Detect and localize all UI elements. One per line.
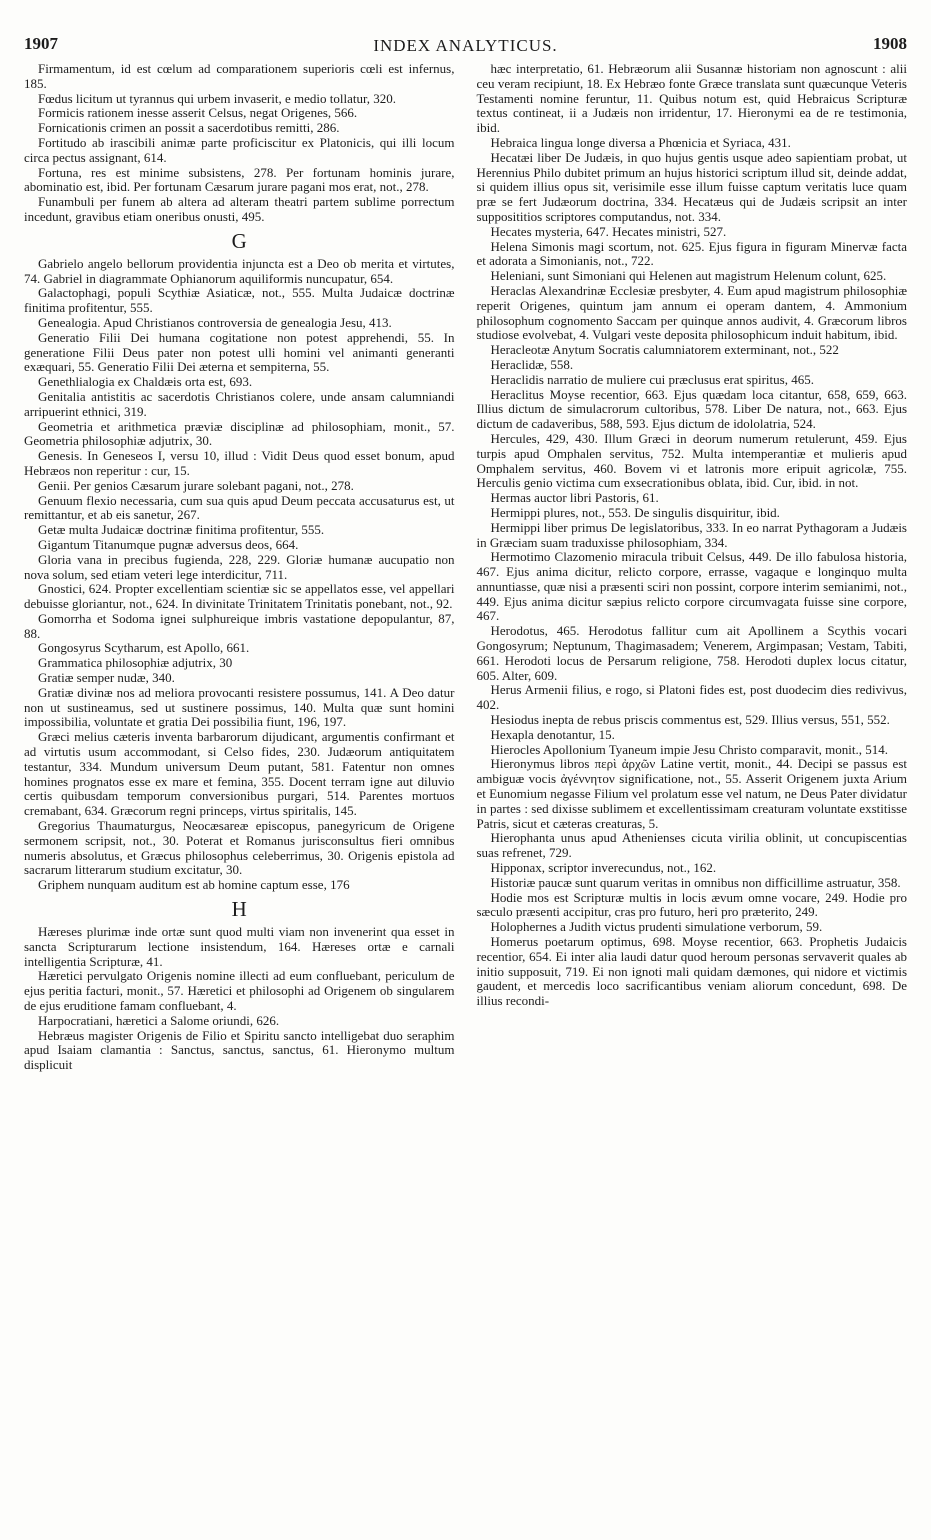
index-entry: Heraclas Alexandrinæ Ecclesiæ presbyter, 4. Eum apud magistrum philosophiæ reperit Origenes, quintum jam annum ei operam dantem, 4. Ammonium philosophum cognomento Saccam per quinque annos audivit, 4. Græcorum libros studiose evolvebat, 4. Vulgari veste deposita philosophicum induit habitum, ibid.: [476, 282, 907, 343]
index-entry: Heleniani, sunt Simoniani qui Helenen aut magistrum Helenum colunt, 625.: [490, 268, 887, 284]
index-entry: Hipponax, scriptor inverecundus, not., 162.: [490, 860, 717, 876]
index-entry: Gomorrha et Sodoma ignei sulphureique imbris vastatione depopulantur, 87, 88.: [24, 610, 455, 641]
index-entry: Gabrielo angelo bellorum providentia injuncta est a Deo ob merita et virtutes, 74. Gabriel in diagrammate Ophianorum aquiliformis nuncupatur, 654.: [24, 255, 455, 286]
index-entry: Genuum flexio necessaria, cum sua quis apud Deum peccata accusaturus est, ut remittantur, et ab eis sanetur, 267.: [24, 492, 455, 523]
index-entry: Formicis rationem inesse asserit Celsus, negat Origenes, 566.: [38, 105, 358, 121]
index-entry: Herodotus, 465. Herodotus fallitur cum ait Apollinem a Scythis vocari Gongosyrum; Neptunum, Thagimasadem; Venerem, Argimpasan; Vestam, Tabiti, 661. Herodoti locus de Persarum religione, 758. Herodoti duplex locus citatur, 605. Alter, 609.: [476, 623, 907, 683]
index-entry: Funambuli per funem ab altera ad alteram theatri partem sublime porrectum incedunt, gravibus etiam oneribus onusti, 495.: [24, 194, 455, 224]
index-entry: Heraclidæ, 558.: [490, 356, 574, 372]
index-entry: Hermotimo Clazomenio miracula tribuit Celsus, 449. De illo fabulosa historia, 467. Ejus anima dicitur, relicto corpore, errasse, vagaque e longinquo multa annuntiasse, quæ nisi a præsenti sciri non possint, corpore interim semianimi, not., 449. Ejus anima dicitur sæpius relicto corpore circumvagata fuisse sine corpore, 467.: [476, 549, 907, 624]
index-entry: Gratiæ divinæ nos ad meliora provocanti resistere possumus, 141. A Deo datur non ut sustineamus, sed ut sustinere possimus, 140. Multa quæ sunt homini impossibilia, voluntate et gratia Dei possibilia fiunt, 196, 197.: [24, 684, 455, 730]
index-entry: Genitalia antistitis ac sacerdotis Christianos colere, unde ansam calumniandi arripuerint ethnici, 319.: [24, 388, 455, 419]
index-entry: Hæretici pervulgato Origenis nomine illecti ad eum confluebant, periculum de ejus peritia facturi, monit., 57. Hæretici et philosophi ad Origenem ob singularem de ejus eruditione famam confluebant, 4.: [24, 968, 455, 1014]
index-entry: Genesis. In Geneseos I, versu 10, illud : Vidit Deus quod esset bonum, apud Hebræos non reperitur : cur, 15.: [24, 448, 455, 478]
index-entry: Heraclitus Moyse recentior, 663. Ejus quædam loca citantur, 658, 659, 663. Illius dictum de simulacrorum cultoribus, 578. Liber De natura, not., 663. Ejus dictum de cadaveribus, 588, 593. Ejus dictum de idololatria, 524.: [476, 386, 907, 432]
index-entry: Hermas auctor libri Pastoris, 61.: [490, 490, 659, 506]
index-entry: Gongosyrus Scytharum, est Apollo, 661.: [38, 640, 250, 656]
index-entry: Homerus poetarum optimus, 698. Moyse recentior, 663. Prophetis Judaicis recentior, 654. Ei inter alia laudi datur quod heroum personas servaverit quales ab initio supposuit, 719. Ei non ignoti mali quidam dæmones, qui nidore et victimis gaudent, et mercedis loco sacrificantibus veniam aliorum concedunt, 698. De illius recondi-: [476, 934, 907, 1009]
page-header: [24, 28, 907, 58]
index-entry: Historiæ paucæ sunt quarum veritas in omnibus non difficillime astruatur, 358.: [490, 874, 901, 890]
index-entry: Fortitudo ab irascibili animæ parte proficiscitur ex Platonicis, qui illi locum circa pectus assignant, 614.: [24, 134, 455, 165]
index-entry: Fortuna, res est minime subsistens, 278. Per fortunam hominis jurare, abominatio est, ibid. Per fortunam Cæsarum jurare pagani mos erat, not., 278.: [24, 164, 455, 195]
index-entry: Getæ multa Judaicæ doctrinæ finitima profitentur, 555.: [38, 522, 325, 538]
index-entry: Herus Armenii filius, e rogo, si Platoni fides est, post duodecim dies redivivus, 402.: [476, 682, 907, 713]
index-entry: Hieronymus libros περὶ ἀρχῶν Latine vertit, monit., 44. Decipi se passus est ambiguæ vocis ἀγέννητον significatione, not., 55. Asserit Origenem juxta Arium et Eunomium negasse Filium vel prolatum esse vel natum, ne Deus Pater dividatur in partes : sed dixisse sublimem et excellentissimam creaturam voluntate exstitisse Patris, sicut et cæteras creaturas, 5.: [476, 756, 907, 831]
index-entry: Hebræus magister Origenis de Filio et Spiritu sancto intelligebat duo seraphim apud Isaiam clamantia : Sanctus, sanctus, sanctus, 61. Hieronymo multum displicuit: [24, 1027, 455, 1073]
index-entry: Hermippi liber primus De legislatoribus, 333. In eo narrat Pythagoram a Judæis in Græciam suam traduxisse philosophiam, 334.: [476, 519, 907, 550]
index-entry: Gnostici, 624. Propter excellentiam scientiæ sic se appellatos esse, vel appellari debuisse gloriantur, not., 624. In divinitate Trinitatem Trinitatis ponebant, not., 92.: [24, 581, 455, 612]
index-entry: Helena Simonis magi scortum, not. 625. Ejus figura in figuram Minervæ facta et adorata a Simonianis, not., 722.: [476, 238, 907, 269]
index-entry: Holophernes a Judith victus prudenti simulatione verborum, 59.: [490, 919, 823, 935]
index-entry: Hermippi plures, not., 553. De singulis disquiritur, ibid.: [490, 504, 780, 520]
index-entry: Hexapla denotantur, 15.: [490, 726, 615, 742]
index-entry: Grammatica philosophiæ adjutrix, 30: [38, 655, 233, 671]
index-entry: Geometria et arithmetica præviæ disciplinæ ad philosophiam, monit., 57. Geometria philosophiæ adjutrix, 30.: [24, 418, 455, 449]
left-column: [24, 62, 455, 1073]
index-entry: Firmamentum, id est cœlum ad comparationem superioris cœli est infernus, 185.: [24, 61, 455, 91]
index-entry: Gigantum Titanumque pugnæ adversus deos, 664.: [38, 536, 299, 552]
index-entry: Griphem nunquam auditum est ab homine captum esse, 176: [38, 877, 350, 893]
index-entry: Hierocles Apollonium Tyaneum impie Jesu Christo comparavit, monit., 514.: [490, 741, 888, 757]
index-entry: Hecatæi liber De Judæis, in quo hujus gentis usque adeo sapientiam probat, ut Herennius Philo dubitet primum an hujus historici scriptum illud sit, deinde addat, si quidem illius opus sit, verisimile esse illum fuisse captum veritatis luce quam præ se fert Judæorum doctrina, 334. Hecatæus qui de Judæis scripsit an inter supposititios scriptores computandus, not. 334.: [476, 149, 907, 224]
index-entry: Heracleotæ Anytum Socratis calumniatorem exterminant, not., 522: [490, 342, 839, 358]
index-entry: Genii. Per genios Cæsarum jurare solebant pagani, not., 278.: [38, 477, 354, 493]
page-number-right: 1908: [873, 34, 907, 53]
index-entry: Fœdus licitum ut tyrannus qui urbem invaserit, e medio tollatur, 320.: [38, 90, 397, 106]
index-entry: Genethlialogia ex Chaldæis orta est, 693.: [38, 374, 253, 390]
right-column: [477, 62, 908, 1073]
index-entry: Hecates mysteria, 647. Hecates ministri, 527.: [490, 223, 727, 239]
index-entry: Gloria vana in precibus fugienda, 228, 229. Gloriæ humanæ aucupatio non nova solum, sed etiam veteri lege interdicitur, 711.: [24, 551, 455, 582]
index-columns: [24, 62, 907, 1073]
index-entry: Galactophagi, populi Scythiæ Asiaticæ, not., 555. Multa Judaicæ doctrinæ finitima profitentur, 555.: [24, 285, 455, 316]
index-entry: Gratiæ semper nudæ, 340.: [38, 670, 175, 686]
index-entry: Gregorius Thaumaturgus, Neocæsareæ episcopus, panegyricum de Origene sermonem scripsit, not., 30. Poterat et Romanus jurisconsultus fieri omnibus numeris absolutus, et Græcus philosophus celeberrimus, 30. Origenis epistola ad sacrarum litterarum studium excitatur, 30.: [24, 818, 455, 878]
page-number-left: 1907: [24, 34, 58, 53]
index-entry: Heraclidis narratio de muliere cui præclusus erat spiritus, 465.: [490, 371, 814, 387]
index-entry: hæc interpretatio, 61. Hebræorum alii Susannæ historiam non agnoscunt : alii ceu veram recipiunt, 18. Ex Hebræo fonte Græce translata sunt quæcunque Veteris Testamenti nomine feruntur, 11. Quibus notum est, quid Hebraicus Scripturæ textus contineat, ii a Judæis non irridentur, 17. Hieronymi ea de re testimonia, ibid.: [476, 61, 907, 136]
index-entry: Genealogia. Apud Christianos controversia de genealogia Jesu, 413.: [38, 314, 392, 330]
index-entry: Harpocratiani, hæretici a Salome oriundi, 626.: [38, 1012, 280, 1028]
page-title: INDEX ANALYTICUS.: [373, 36, 558, 55]
index-entry: Hercules, 429, 430. Illum Græci in deorum numerum retulerunt, 459. Ejus turpis apud Omphalen servitus, 752. Multa intemperantiæ et mulieris apud Omphalem servitus, 460. Bovem vi et latronis more eripuit agricolæ, 755. Herculis genio victima cum exsecrationibus oblata, ibid. Cur, ibid. in not.: [476, 430, 907, 491]
index-entry: Generatio Filii Dei humana cogitatione non potest apprehendi, 55. In generatione Filii Deus pater non potest ulli homini vel animanti generanti exæquari, 55. Generatio Filii Dei æterna et sempiterna, 55.: [24, 329, 455, 375]
index-entry: Hodie mos est Scripturæ multis in locis ævum omne vocare, 249. Hodie pro sæculo præsenti accipitur, cras pro futuro, heri pro præterito, 249.: [476, 889, 907, 920]
index-entry: Hesiodus inepta de rebus priscis commentus est, 529. Illius versus, 551, 552.: [490, 712, 890, 728]
index-entry: Hæreses plurimæ inde ortæ sunt quod multi viam non invenerint qua esset in sancta Scripturarum lectione insistendum, 164. Hæreses ortæ e carnali intelligentia Scripturæ, 41.: [24, 924, 455, 969]
section-letter: H: [231, 897, 247, 922]
section-letter: G: [231, 228, 247, 253]
index-entry: Hierophanta unus apud Athenienses cicuta virilia oblinit, ut concupiscentias suas refrenet, 729.: [476, 830, 907, 861]
index-entry: Hebraica lingua longe diversa a Phœnicia et Syriaca, 431.: [490, 134, 791, 150]
index-entry: Fornicationis crimen an possit a sacerdotibus remitti, 286.: [38, 120, 340, 136]
index-entry: Græci melius cæteris inventa barbarorum dijudicant, argumentis confirmant et ad virtutis usum accommodant, si Celso fides, 230. Judæorum antiquitatem testantur, 334. Mundum universum Deum putant, 581. Fatentur non omnes homines prognatos esse ex mare et femina, 355. Docent terram igne aut diluvio certis quibusdam temporum conversionibus purgari, 514. Parentes mortuos cremabant, 634. Græcorum regni princeps, virtus spiritalis, 145.: [24, 729, 455, 819]
